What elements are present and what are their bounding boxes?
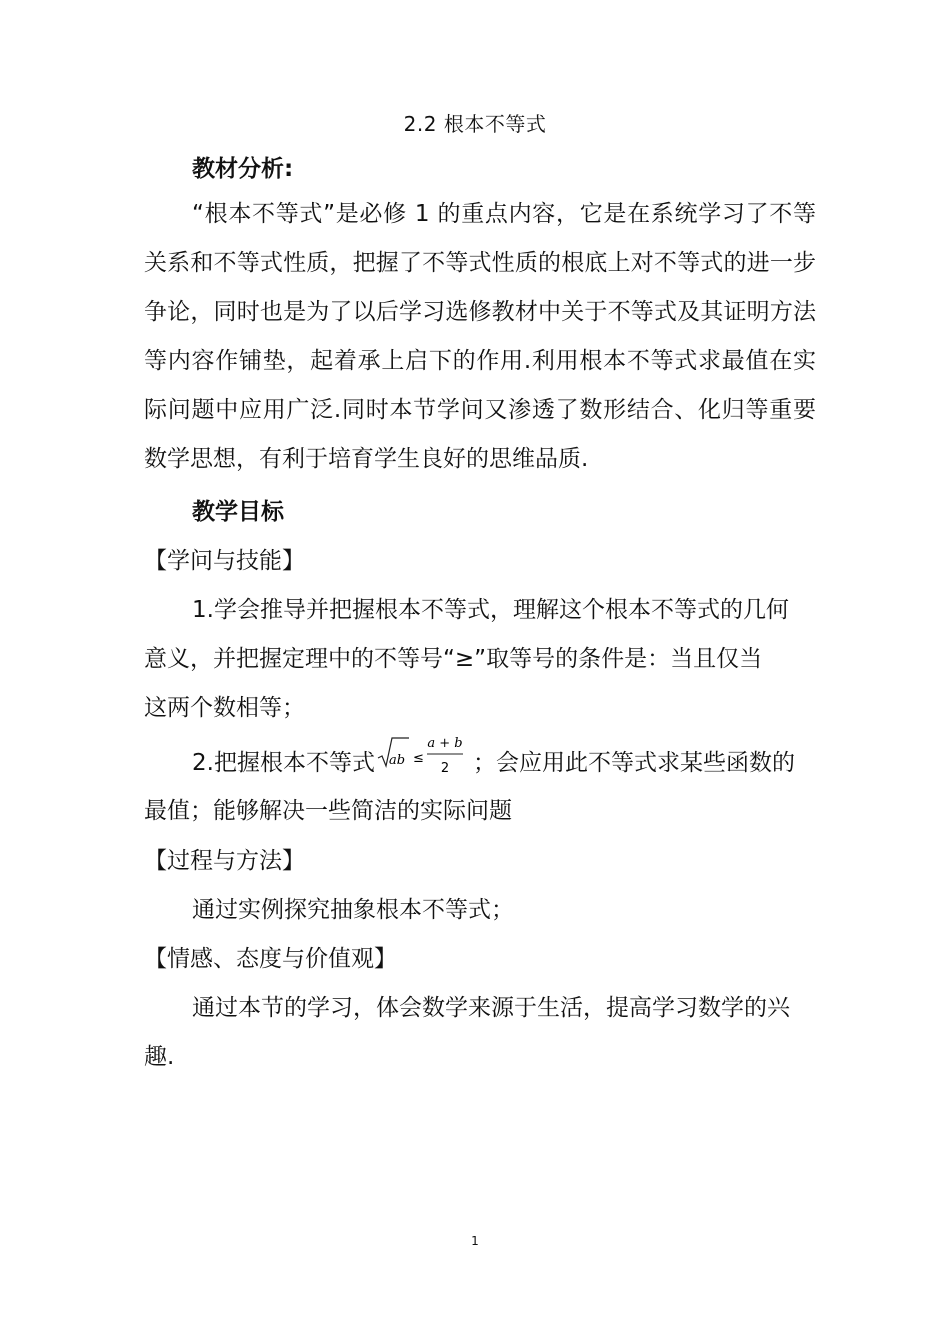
page-title: 2.2 根本不等式	[403, 112, 547, 136]
goal-item-1-line-3: 这两个数相等；	[144, 695, 305, 721]
page-number: 1	[471, 1234, 479, 1248]
inequality-formula	[375, 736, 473, 780]
formula-relation: ≤	[412, 751, 424, 766]
emotion-values-line-1: 通过本节的学习，体会数学来源于生活，提高学习数学的兴	[192, 995, 790, 1021]
goal-item-1-line-2: 意义，并把握定理中的不等号“≥”取等号的条件是：当且仅当	[144, 646, 763, 672]
formula-numerator: a + b	[427, 736, 463, 751]
emotion-values-line-2: 趣.	[144, 1044, 175, 1070]
textbook-analysis-paragraph: “根本不等式”是必修 1 的重点内容，它是在系统学习了不等关系和不等式性质，把握了不等式性质的根底上对不等式的进一步争论，同时也是为了以后学习选修教材中关于不等式及其证明方法等内容作铺垫，起着承上启下的作用.利用根本不等式求最值在实际问题中应用广泛.同时本节学问又渗透了数形结合、化归等重要数学思想，有利于培育学生良好的思维品质.	[144, 201, 816, 472]
goal-item-2-suffix: ；会应用此不等式求某些函数的	[472, 750, 795, 776]
goal-item-2-line-1	[192, 736, 795, 780]
inequality-formula-graphic	[375, 732, 473, 780]
goal-item-2-line-2: 最值；能够解决一些简洁的实际问题	[144, 798, 512, 824]
formula-left-ab: ab	[388, 753, 406, 768]
emotion-values-label: 【情感、态度与价值观】	[144, 946, 397, 972]
process-method-text: 通过实例探究抽象根本不等式；	[192, 897, 514, 923]
goal-item-2-prefix: 2.把握根本不等式	[192, 750, 375, 776]
section-heading-textbook-analysis: 教材分析:	[192, 156, 294, 182]
process-method-label: 【过程与方法】	[144, 848, 305, 874]
goal-item-1-line-1: 1.学会推导并把握根本不等式，理解这个根本不等式的几何	[192, 597, 789, 623]
formula-denominator: 2	[440, 761, 450, 776]
section-heading-teaching-goals: 教学目标	[192, 499, 284, 525]
knowledge-skills-label: 【学问与技能】	[144, 548, 305, 574]
